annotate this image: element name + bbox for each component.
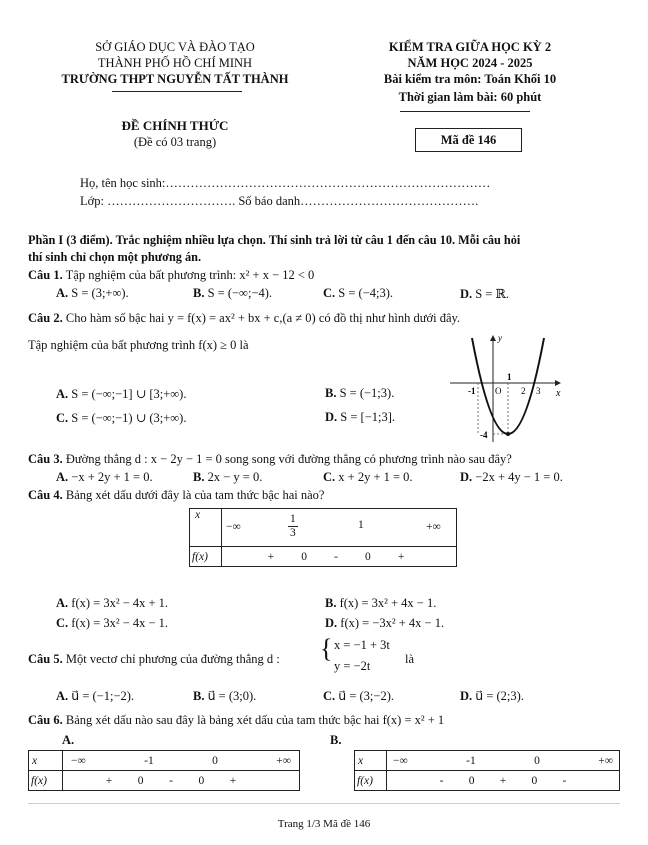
- pages-note: (Đề có 03 trang): [133, 135, 217, 149]
- q4-option-a[interactable]: A. f(x) = 3x² − 4x + 1.: [56, 596, 169, 610]
- q4-fx-signs: + 0 - 0 +: [222, 547, 457, 567]
- q6: [28, 713, 444, 728]
- dept-line1: SỞ GIÁO DỤC VÀ ĐÀO TẠO: [95, 40, 255, 54]
- q3-label: Câu 3.: [28, 452, 63, 466]
- part1-title-1: Phần I (3 điểm). Trắc nghiệm nhiều lựa chọn. Thí sinh trả lời từ câu 1 đến câu 10. Mỗi câu hỏi: [28, 233, 521, 247]
- exam-time: Thời gian làm bài: 60 phút: [398, 90, 542, 104]
- q2-option-b[interactable]: B. S = (−1;3).: [325, 386, 395, 400]
- q4-option-c[interactable]: C. f(x) = 3x² − 4x − 1.: [56, 616, 169, 630]
- q1-label: Câu 1.: [28, 268, 63, 282]
- q4-option-d[interactable]: D. f(x) = −3x² + 4x − 1.: [325, 616, 445, 630]
- q5-label: Câu 5.: [28, 652, 63, 666]
- q5-option-a[interactable]: A. u⃗ = (−1;−2).: [56, 689, 135, 703]
- q5-option-d[interactable]: D. u⃗ = (2;3).: [460, 689, 524, 703]
- q2-text2: Tập nghiệm của bất phương trình f(x) ≥ 0 là: [28, 338, 249, 352]
- q5-sys2: y = −2t: [334, 659, 371, 673]
- q1-option-d[interactable]: D. S = ℝ.: [460, 287, 510, 301]
- q2-option-a[interactable]: A. S = (−∞;−1] ∪ [3;+∞).: [56, 387, 187, 401]
- tick-minus1: -1: [468, 386, 476, 396]
- student-class-line: Lớp: …………………………. Số báo danh…………………………………….: [80, 194, 479, 208]
- q3: [28, 452, 512, 467]
- q1-option-a[interactable]: A. S = (3;+∞).: [56, 286, 129, 300]
- q1: [28, 268, 314, 283]
- q2-text: Cho hàm số bậc hai y = f(x) = ax² + bx + c,(a ≠ 0) có đồ thị như hình dưới đây.: [65, 311, 461, 325]
- student-name-line: Họ, tên học sinh:……………………………………………………………………: [80, 176, 491, 190]
- q5-la: là: [405, 652, 415, 666]
- vertex-point: [506, 432, 510, 436]
- part1-title-2: thí sinh chỉ chọn một phương án.: [28, 250, 202, 264]
- q4-sign-table: [189, 508, 457, 567]
- q5-sys1: x = −1 + 3t: [334, 638, 390, 652]
- q4-x-values: −∞ $\frac{1}{3}$ 1 +∞: [222, 509, 457, 547]
- footer-page-info: Trang 1/3 Mã đề 146: [277, 818, 371, 830]
- q3-option-c[interactable]: C. x + 2y + 1 = 0.: [323, 470, 413, 484]
- q3-text: Đường thẳng d : x − 2y − 1 = 0 song song với đường thẳng có phương trình nào sau đây?: [65, 452, 512, 466]
- q3-option-a[interactable]: A. −x + 2y + 1 = 0.: [56, 470, 153, 484]
- subject: Bài kiểm tra môn: Toán Khối 10: [383, 72, 557, 86]
- q4-label: Câu 4.: [28, 488, 63, 502]
- q3-option-b[interactable]: B. 2x − y = 0.: [193, 470, 263, 484]
- q5-option-b[interactable]: B. u⃗ = (3;0).: [193, 689, 257, 703]
- q6-table-a[interactable]: x −∞ -1 0 +∞ f(x) + 0 - 0 +: [28, 750, 300, 791]
- q5: [28, 652, 280, 667]
- q2-option-d[interactable]: D. S = [−1;3].: [325, 410, 396, 424]
- q4-text: Bảng xét dấu dưới đây là của tam thức bậc hai nào?: [65, 488, 325, 502]
- q5-option-c[interactable]: C. u⃗ = (3;−2).: [323, 689, 394, 703]
- tick-1: 1: [507, 372, 512, 382]
- q4-fraction: $\frac{1}{3}$: [290, 513, 296, 539]
- q5-text: Một vectơ chỉ phương của đường thẳng d :: [65, 652, 280, 666]
- q6-option-b-label[interactable]: B.: [330, 733, 342, 747]
- q4-x-header: x: [190, 509, 222, 547]
- official-label: ĐỀ CHÍNH THỨC: [121, 118, 229, 133]
- tick-3: 3: [536, 386, 541, 396]
- q1-option-c[interactable]: C. S = (−4;3).: [323, 286, 394, 300]
- dept-line2: THÀNH PHỐ HỒ CHÍ MINH: [97, 56, 253, 70]
- footer-divider: [28, 803, 620, 804]
- q1-option-b[interactable]: B. S = (−∞;−4).: [193, 286, 273, 300]
- y-label: y: [498, 333, 502, 343]
- origin-label: O: [495, 386, 502, 396]
- school-year: NĂM HỌC 2024 - 2025: [407, 56, 533, 70]
- parabola-graph: [448, 330, 568, 445]
- x-label: x: [556, 388, 561, 399]
- q6-text: Bảng xét dấu nào sau đây là bảng xét dấu của tam thức bậc hai f(x) = x² + 1: [65, 713, 445, 727]
- q5-brace: {: [320, 634, 333, 663]
- header-divider-right: [400, 111, 530, 112]
- exam-code-box: Mã đề 146: [415, 128, 522, 152]
- q2-label: Câu 2.: [28, 311, 63, 325]
- q6-table-b[interactable]: x −∞ -1 0 +∞ f(x) - 0 + 0 -: [354, 750, 620, 791]
- q4-option-b[interactable]: B. f(x) = 3x² + 4x − 1.: [325, 596, 437, 610]
- q6-label: Câu 6.: [28, 713, 63, 727]
- q4: [28, 488, 324, 503]
- school-name: TRƯỜNG THPT NGUYỄN TẤT THÀNH: [61, 72, 289, 86]
- tick-2: 2: [521, 386, 526, 396]
- header-divider-left: [112, 91, 242, 92]
- q2: [28, 311, 460, 326]
- tick-minus4: -4: [480, 430, 488, 440]
- q6-option-a-label[interactable]: A.: [62, 733, 75, 747]
- exam-title: KIỂM TRA GIỮA HỌC KỲ 2: [388, 40, 552, 54]
- q1-text: Tập nghiệm của bất phương trình: x² + x − 12 < 0: [65, 268, 315, 282]
- q2-option-c[interactable]: C. S = (−∞;−1) ∪ (3;+∞).: [56, 411, 187, 425]
- q4-fx-header: f(x): [190, 547, 222, 567]
- q3-option-d[interactable]: D. −2x + 4y − 1 = 0.: [460, 470, 563, 484]
